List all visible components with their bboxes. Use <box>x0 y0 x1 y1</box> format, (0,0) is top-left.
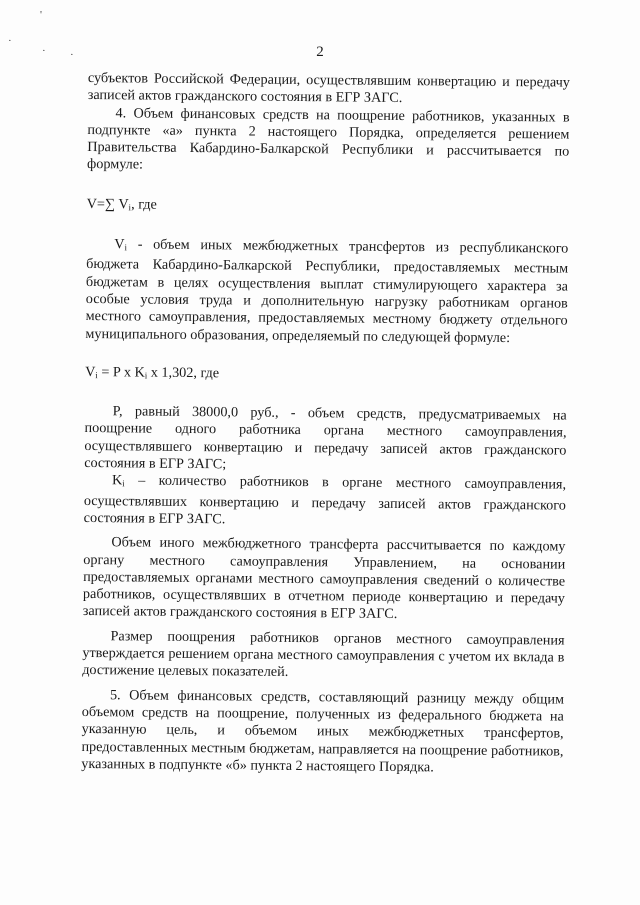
document-body <box>81 70 570 778</box>
scan-mark: · <box>70 49 74 61</box>
scan-mark: · <box>8 35 12 47</box>
formula-mid: = P x K <box>97 363 145 381</box>
symbol-subscript: i <box>122 478 125 489</box>
paragraph-item-5: 5. Объем финансовых средств, составляющий разницу между общим объемом средств на поощрение, полученных из федерального бюджета на указанную цель, и объемом иных межбюджетных трансфертов, предоставленных местным бюджетам, направляется на поощрение работников, указанных в подпункте «б» пункта 2 настоящего Порядка. <box>81 686 565 776</box>
formula-v-subscript: i <box>95 369 98 380</box>
formula-subscript: i <box>128 202 132 213</box>
formula-vi <box>85 364 567 389</box>
symbol-subscript: i <box>124 242 128 253</box>
paragraph-transfer-calc: Объем иного межбюджетного трансферта рассчитывается по каждому органу местного самоуправления Управлением, на основании предоставляемых органами местного самоуправления сведений о количестве работников, осуществлявших в отчетном периоде конвертацию и передачу записей актов гражданского состояния в ЕГР ЗАГС. <box>82 534 566 623</box>
definition-text: - объем иных межбюджетных трансфертов из республиканского бюджета Кабардино-Балкарской Республики, предоставляемых местным бюджетам в целях осуществления выплат стимулирующего характера за особые условия труда и дополнительную нагрузку работникам органов местного самоуправления, предоставляемых местному бюджету отдельного муниципального образования, определяемый по следующей формуле: <box>85 236 569 346</box>
scan-mark: · <box>42 45 46 57</box>
symbol-v: V <box>114 236 125 253</box>
formula-v: V <box>85 363 96 380</box>
scan-mark: ' <box>40 9 42 21</box>
formula-k-subscript: i <box>144 370 148 381</box>
definition-p: P, равный 38000,0 руб., - объем средств, предусматриваемых на поощрение одного работника органа местного самоуправления, осуществлявшего конвертацию и передачу записей актов гражданского состояния в ЕГР ЗАГС; <box>84 403 567 473</box>
formula-lhs: V=∑ V <box>86 195 129 213</box>
definition-ki <box>84 472 567 532</box>
symbol-k: K <box>111 472 123 489</box>
page-number: 2 <box>316 44 324 60</box>
formula-total <box>87 196 569 221</box>
definition-vi <box>85 236 568 347</box>
definition-text: – количество работников в органе местного самоуправления, осуществлявших конвертацию и передачу записей актов гражданского состояния в ЕГР ЗАГС. <box>83 472 567 528</box>
paragraph-reward-size: Размер поощрения работников органов местного самоуправления утверждается решением органа местного самоуправления с учетом их вклада в достижение целевых показателей. <box>82 627 565 681</box>
paragraph-item-4: 4. Объем финансовых средств на поощрение работников, указанных в подпункте «а» пункта 2 настоящего Порядка, определяется решением Правительства Кабардино-Балкарской Республики и рассчитывается по формуле: <box>87 104 570 174</box>
paragraph: субъектов Российской Федерации, осуществлявшим конвертацию и передачу записей актов гражданского состояния в ЕГР ЗАГС. <box>87 70 570 107</box>
formula-tail: x 1,302, где <box>147 364 220 382</box>
formula-tail: , где <box>131 196 157 213</box>
